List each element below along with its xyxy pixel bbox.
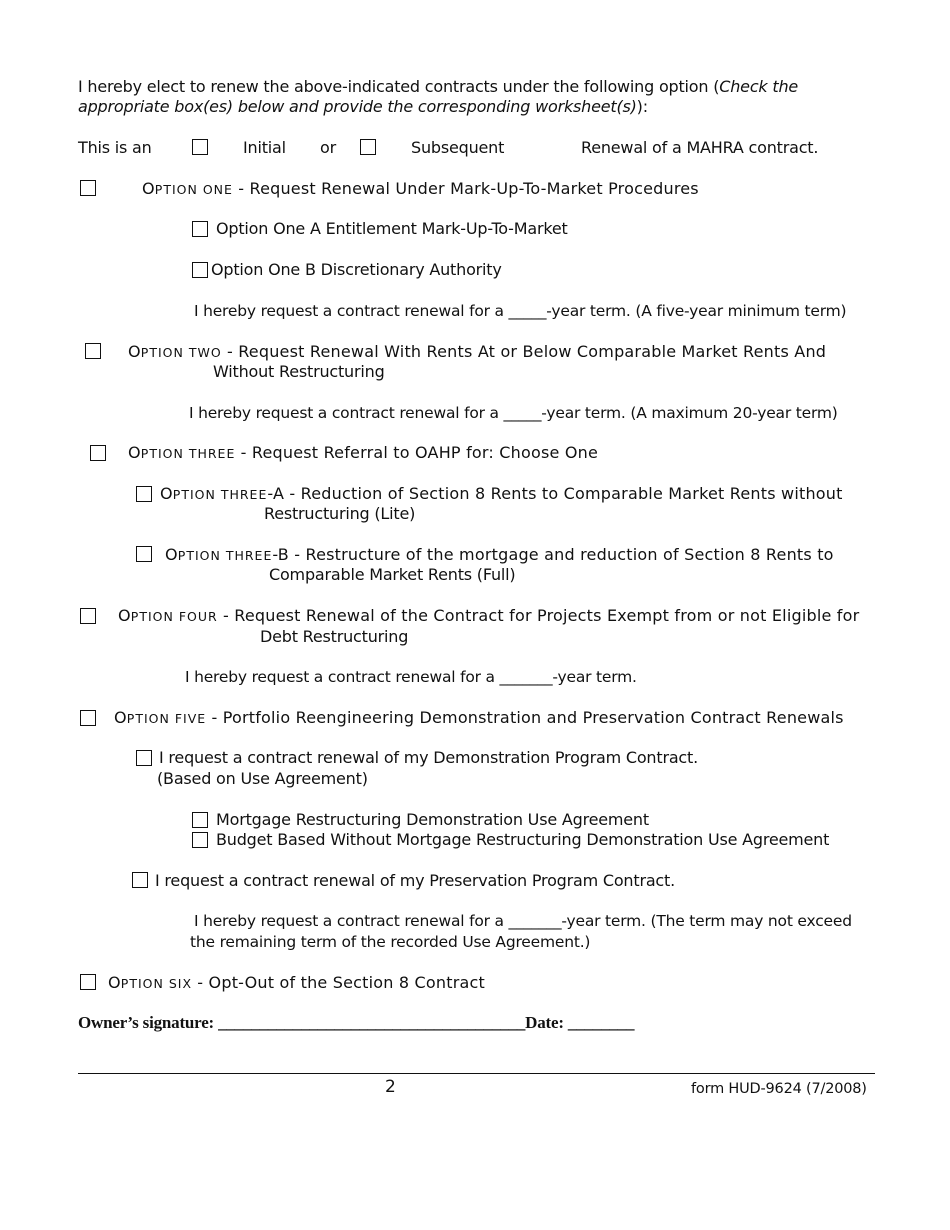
signature-field[interactable]: _____________________________________ bbox=[218, 1013, 526, 1032]
subsequent-checkbox[interactable] bbox=[360, 139, 376, 155]
preservation-checkbox[interactable] bbox=[132, 872, 148, 888]
option-two-term: I hereby request a contract renewal for a _____-year term. (A maximum 20-year term) bbox=[189, 404, 838, 422]
option-six-heading bbox=[108, 973, 485, 994]
subsequent-label: Subsequent bbox=[411, 138, 505, 157]
sc-initial: O bbox=[108, 973, 121, 992]
demo-budget-label: Budget Based Without Mortgage Restructuring Demonstration Use Agreement bbox=[216, 830, 830, 849]
option-five-checkbox[interactable] bbox=[80, 710, 96, 726]
form-id: form HUD-9624 (7/2008) bbox=[691, 1081, 867, 1097]
option-three-heading bbox=[128, 443, 598, 464]
preservation-label: I request a contract renewal of my Preservation Program Contract. bbox=[155, 871, 675, 890]
option-five-term-2: the remaining term of the recorded Use Agreement.) bbox=[190, 933, 591, 951]
option-two-heading bbox=[128, 342, 826, 363]
intro-line-1 bbox=[78, 77, 798, 97]
intro-italic-2: appropriate box(es) below and provide the corresponding worksheet(s) bbox=[78, 97, 637, 116]
demonstration-label-2: (Based on Use Agreement) bbox=[157, 769, 368, 788]
sc-name: PTION FIVE bbox=[126, 711, 207, 726]
renewal-prefix: This is an bbox=[78, 138, 152, 157]
signature-row bbox=[78, 1013, 634, 1033]
sc-initial: O bbox=[114, 708, 127, 727]
sc-name: PTION THREE bbox=[140, 446, 236, 461]
option-three-a-heading bbox=[160, 484, 843, 505]
option-desc: - Request Renewal Under Mark-Up-To-Market Procedures bbox=[232, 179, 699, 198]
option-desc: - Request Referral to OAHP for: Choose One bbox=[235, 443, 598, 462]
option-one-a-label: Option One A Entitlement Mark-Up-To-Market bbox=[216, 219, 568, 238]
intro-text: I hereby elect to renew the above-indicated contracts under the following option ( bbox=[78, 77, 720, 96]
option-desc: - Request Renewal With Rents At or Below Comparable Market Rents And bbox=[221, 342, 827, 361]
option-five-term: I hereby request a contract renewal for a _______-year term. (The term may not exceed bbox=[194, 912, 852, 930]
sc-initial: O bbox=[128, 443, 141, 462]
option-four-desc-2: Debt Restructuring bbox=[260, 627, 409, 646]
sc-initial: O bbox=[165, 545, 178, 564]
option-desc: - Opt-Out of the Section 8 Contract bbox=[192, 973, 485, 992]
or-label: or bbox=[320, 138, 336, 157]
option-three-a-desc-2: Restructuring (Lite) bbox=[264, 504, 416, 523]
option-three-b-checkbox[interactable] bbox=[136, 546, 152, 562]
date-field[interactable]: ________ bbox=[567, 1013, 635, 1032]
page-number: 2 bbox=[385, 1077, 396, 1097]
option-four-term: I hereby request a contract renewal for a _______-year term. bbox=[185, 668, 637, 686]
initial-checkbox[interactable] bbox=[192, 139, 208, 155]
option-five-heading bbox=[114, 708, 844, 729]
option-one-b-checkbox[interactable] bbox=[192, 262, 208, 278]
sc-name: PTION THREE bbox=[172, 487, 268, 502]
option-four-checkbox[interactable] bbox=[80, 608, 96, 624]
sc-initial: O bbox=[142, 179, 155, 198]
option-one-heading bbox=[142, 179, 699, 200]
option-desc: - Request Renewal of the Contract for Projects Exempt from or not Eligible for bbox=[217, 606, 860, 625]
sc-name: PTION SIX bbox=[120, 976, 193, 991]
option-one-checkbox[interactable] bbox=[80, 180, 96, 196]
option-desc: -A - Reduction of Section 8 Rents to Comparable Market Rents without bbox=[267, 484, 843, 503]
option-four-heading bbox=[118, 606, 859, 627]
option-one-b-label: Option One B Discretionary Authority bbox=[211, 260, 502, 279]
signature-label: Owner’s signature: bbox=[78, 1013, 219, 1032]
demo-mortgage-checkbox[interactable] bbox=[192, 812, 208, 828]
option-desc: - Portfolio Reengineering Demonstration and Preservation Contract Renewals bbox=[206, 708, 844, 727]
option-six-checkbox[interactable] bbox=[80, 974, 96, 990]
intro-close: ): bbox=[636, 97, 648, 116]
option-desc: -B - Restructure of the mortgage and reduction of Section 8 Rents to bbox=[272, 545, 834, 564]
option-three-checkbox[interactable] bbox=[90, 445, 106, 461]
demonstration-checkbox[interactable] bbox=[136, 750, 152, 766]
option-three-b-heading bbox=[165, 545, 834, 566]
demo-mortgage-label: Mortgage Restructuring Demonstration Use Agreement bbox=[216, 810, 649, 829]
initial-label: Initial bbox=[243, 138, 286, 157]
option-three-b-desc-2: Comparable Market Rents (Full) bbox=[269, 565, 516, 584]
option-two-checkbox[interactable] bbox=[85, 343, 101, 359]
renewal-suffix: Renewal of a MAHRA contract. bbox=[581, 138, 819, 157]
sc-initial: O bbox=[128, 342, 141, 361]
option-two-desc-2: Without Restructuring bbox=[213, 362, 385, 381]
demonstration-label: I request a contract renewal of my Demonstration Program Contract. bbox=[159, 748, 698, 767]
intro-italic: Check the bbox=[719, 77, 799, 96]
sc-name: PTION FOUR bbox=[130, 609, 218, 624]
sc-name: PTION THREE bbox=[177, 548, 273, 563]
sc-name: PTION ONE bbox=[154, 182, 233, 197]
option-one-term: I hereby request a contract renewal for a _____-year term. (A five-year minimum term) bbox=[194, 302, 847, 320]
footer-rule bbox=[78, 1073, 875, 1074]
date-label: Date: bbox=[525, 1013, 568, 1032]
option-one-a-checkbox[interactable] bbox=[192, 221, 208, 237]
sc-initial: O bbox=[118, 606, 131, 625]
intro-line-2 bbox=[78, 97, 648, 117]
option-three-a-checkbox[interactable] bbox=[136, 486, 152, 502]
sc-name: PTION TWO bbox=[140, 345, 222, 360]
sc-initial: O bbox=[160, 484, 173, 503]
demo-budget-checkbox[interactable] bbox=[192, 832, 208, 848]
